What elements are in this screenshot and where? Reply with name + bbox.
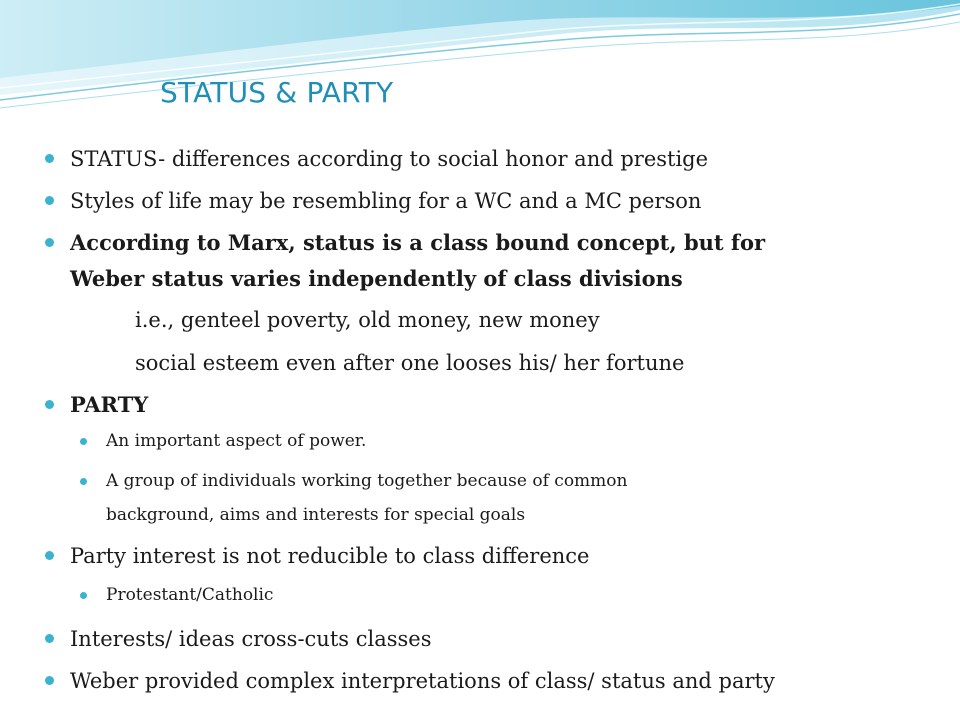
list-item: STATUS- differences according to social honor and prestige xyxy=(70,147,709,171)
slide-title: STATUS & PARTY xyxy=(160,76,394,109)
bullet-dot xyxy=(45,238,54,247)
indented-line: social esteem even after one looses his/ her fortune xyxy=(135,351,685,375)
sub-list-item: A group of individuals working together because of common xyxy=(106,471,628,491)
list-item: Interests/ ideas cross-cuts classes xyxy=(70,627,432,651)
list-item: According to Marx, status is a class bound concept, but for xyxy=(70,230,766,255)
list-item-continuation: Weber status varies independently of class divisions xyxy=(70,266,683,291)
sub-list-item-continuation: background, aims and interests for special goals xyxy=(106,505,526,525)
bullet-dot xyxy=(80,592,87,599)
bullet-dot xyxy=(45,196,54,205)
indented-line: i.e., genteel poverty, old money, new money xyxy=(135,308,600,332)
sub-list-item: An important aspect of power. xyxy=(106,431,367,451)
list-item: Party interest is not reducible to class difference xyxy=(70,544,590,568)
bullet-dot xyxy=(45,400,54,409)
bullet-dot xyxy=(45,634,54,643)
bullet-dot xyxy=(80,438,87,445)
list-item: PARTY xyxy=(70,392,149,417)
bullet-dot xyxy=(80,478,87,485)
list-item: Weber provided complex interpretations of class/ status and party xyxy=(70,669,775,693)
sub-list-item: Protestant/Catholic xyxy=(106,585,274,605)
bullet-dot xyxy=(45,676,54,685)
bullet-dot xyxy=(45,551,54,560)
bullet-dot xyxy=(45,154,54,163)
list-item: Styles of life may be resembling for a WC and a MC person xyxy=(70,189,702,213)
